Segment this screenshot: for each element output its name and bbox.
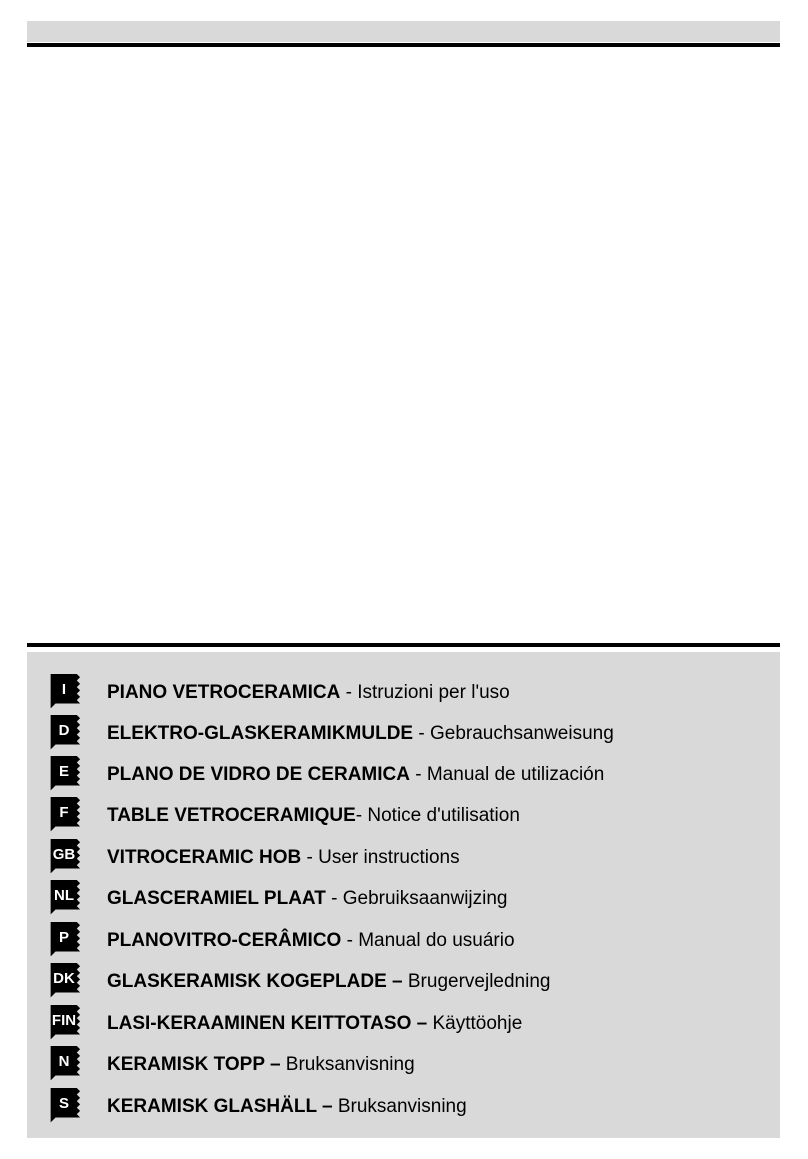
language-title: PIANO VETROCERAMICA (107, 682, 341, 703)
language-separator: - (413, 723, 430, 744)
language-subtitle: Manual de utilización (426, 764, 605, 785)
language-title: PLANO DE VIDRO DE CERAMICA (107, 764, 410, 785)
language-row-s (27, 1088, 780, 1128)
language-subtitle: Gebruiksaanwijzing (342, 888, 508, 909)
language-entry (107, 929, 515, 953)
language-code: F (59, 804, 69, 821)
language-row-p (27, 922, 780, 962)
language-code: NL (54, 887, 74, 904)
language-entry (107, 887, 508, 911)
language-subtitle: Brugervejledning (407, 971, 551, 992)
language-tab-flag-icon (45, 1005, 89, 1041)
language-code: FIN (51, 1012, 77, 1029)
language-tab-flag-icon (45, 674, 89, 710)
language-row-nl (27, 880, 780, 920)
language-code: I (61, 681, 67, 698)
language-subtitle: Istruzioni per l'uso (357, 682, 510, 703)
language-title: TABLE VETROCERAMIQUE (107, 805, 356, 826)
language-tab-flag-icon (45, 922, 89, 958)
language-entry (107, 970, 550, 994)
language-code: N (58, 1053, 70, 1070)
language-row-d (27, 715, 780, 755)
language-subtitle: Manual do usuário (358, 930, 515, 951)
language-entry (107, 763, 604, 787)
language-title: KERAMISK GLASHÄLL – (107, 1096, 333, 1117)
language-title: KERAMISK TOPP – (107, 1054, 281, 1075)
language-subtitle: Gebrauchsanweisung (430, 723, 614, 744)
language-code: GB (52, 846, 76, 863)
language-tab-flag-icon (45, 963, 89, 999)
language-entry (107, 1053, 415, 1077)
language-code: D (58, 722, 70, 739)
language-entry (107, 681, 510, 705)
language-row-dk (27, 963, 780, 1003)
language-subtitle: User instructions (318, 847, 460, 868)
language-row-i (27, 674, 780, 714)
language-row-gb (27, 839, 780, 879)
language-row-f (27, 797, 780, 837)
language-title: GLASKERAMISK KOGEPLADE – (107, 971, 403, 992)
language-tab-flag-icon (45, 880, 89, 916)
language-entry (107, 846, 460, 870)
language-separator: - (301, 847, 319, 868)
language-code: DK (53, 970, 75, 987)
language-title: LASI-KERAAMINEN KEITTOTASO – (107, 1013, 428, 1034)
language-tab-flag-icon (45, 1046, 89, 1082)
language-tab-flag-icon (45, 715, 89, 751)
language-section-rule (27, 643, 780, 647)
language-subtitle: Bruksanvisning (285, 1054, 415, 1075)
language-separator: - (325, 888, 343, 909)
language-entry (107, 722, 614, 746)
language-title: PLANOVITRO-CERÂMICO (107, 930, 342, 951)
language-code: P (58, 929, 69, 946)
header-rule (27, 43, 780, 47)
language-row-fin (27, 1005, 780, 1045)
language-title: ELEKTRO-GLASKERAMIKMULDE (107, 723, 414, 744)
language-entry (107, 1012, 522, 1036)
language-row-n (27, 1046, 780, 1086)
language-entry (107, 1095, 467, 1119)
language-separator: - (409, 764, 427, 785)
language-entry (107, 804, 520, 828)
language-subtitle: Bruksanvisning (337, 1096, 467, 1117)
language-separator: - (340, 682, 358, 703)
language-separator: - (355, 805, 368, 826)
language-tab-flag-icon (45, 1088, 89, 1124)
language-tab-flag-icon (45, 797, 89, 833)
language-subtitle: Notice d'utilisation (367, 805, 520, 826)
language-subtitle: Käyttöohje (432, 1013, 523, 1034)
header-band (27, 21, 780, 42)
language-code: S (58, 1095, 69, 1112)
language-code: E (58, 763, 69, 780)
language-title: VITROCERAMIC HOB (107, 847, 302, 868)
language-separator: - (341, 930, 359, 951)
language-title: GLASCERAMIEL PLAAT (107, 888, 326, 909)
language-row-e (27, 756, 780, 796)
language-tab-flag-icon (45, 839, 89, 875)
language-tab-flag-icon (45, 756, 89, 792)
language-panel (27, 652, 780, 1138)
